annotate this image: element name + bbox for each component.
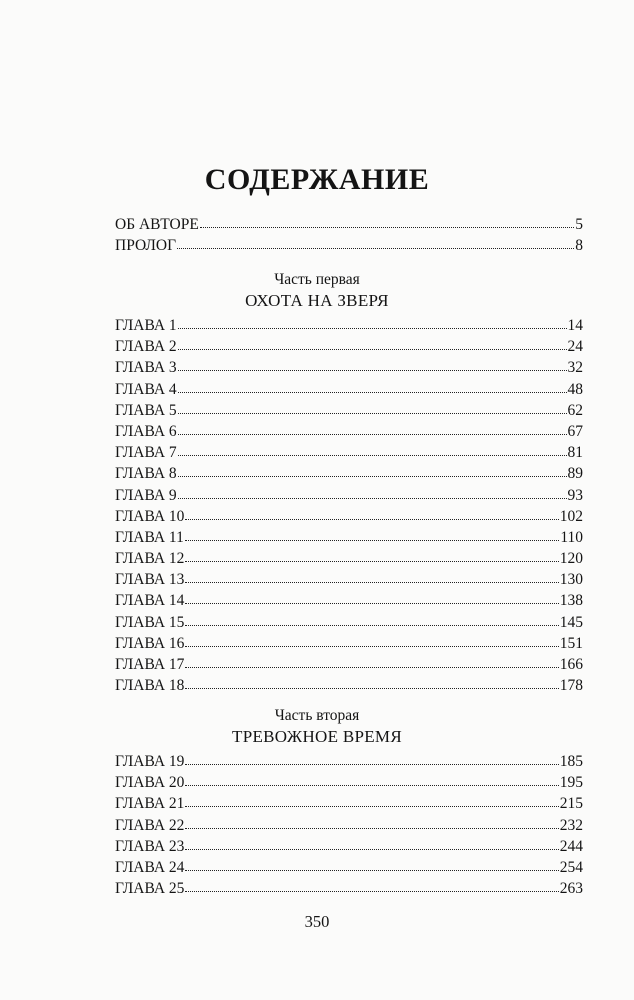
dot-leader — [178, 498, 567, 499]
toc-entry-label: ПРОЛОГ — [115, 237, 177, 255]
toc-entry-label: ОБ АВТОРЕ — [115, 216, 199, 233]
toc-entry-page: 8 — [575, 237, 583, 255]
toc-entry-page: 62 — [567, 401, 583, 419]
dot-leader — [185, 667, 558, 668]
dot-leader — [185, 806, 558, 807]
toc-entry-page: 244 — [559, 837, 583, 855]
dot-leader — [178, 328, 567, 329]
dot-leader — [185, 688, 558, 689]
dot-leader — [185, 603, 558, 604]
dot-leader — [178, 392, 567, 393]
toc-entry-label: ГЛАВА 8 — [115, 465, 177, 483]
dot-leader — [185, 540, 559, 541]
part-label: Часть вторая — [274, 707, 360, 724]
toc-entry-page: 151 — [559, 634, 583, 652]
toc-entry-page: 138 — [559, 592, 583, 610]
toc-entry — [115, 214, 583, 235]
part-title: ТРЕВОЖНОЕ ВРЕМЯ — [232, 727, 402, 746]
toc-entry — [115, 857, 583, 878]
toc-entry-label: ГЛАВА 5 — [115, 401, 177, 419]
toc-entry-page: 254 — [559, 858, 583, 876]
page-number: 350 — [304, 912, 330, 931]
toc-entry — [115, 772, 583, 793]
toc-entry — [115, 633, 583, 654]
toc-entry-page: 14 — [567, 317, 583, 334]
toc-entry — [115, 569, 583, 590]
toc-entry-page: 5 — [575, 216, 583, 233]
toc-entry-page: 232 — [559, 816, 583, 834]
toc-entry-page: 67 — [567, 422, 583, 440]
dot-leader — [178, 370, 567, 371]
dot-leader — [185, 582, 558, 583]
toc-entry-label: ГЛАВА 12 — [115, 550, 185, 568]
toc-entry-page: 166 — [559, 656, 583, 673]
toc-entry — [115, 336, 583, 357]
toc-entry — [115, 463, 583, 484]
toc-entry — [115, 612, 583, 633]
dot-leader — [185, 764, 558, 765]
toc-entry-label: ГЛАВА 13 — [115, 571, 185, 589]
dot-leader — [178, 455, 567, 456]
toc-entry-label: ГЛАВА 16 — [115, 634, 185, 652]
dot-leader — [185, 828, 558, 829]
toc-entry — [115, 548, 583, 569]
toc-entry-label: ГЛАВА 11 — [115, 528, 184, 546]
dot-leader — [178, 413, 567, 414]
toc-entry-label: ГЛАВА 3 — [115, 359, 177, 377]
toc-front-matter — [115, 214, 583, 256]
toc-entry-page: 185 — [559, 753, 583, 770]
toc-entry — [115, 815, 583, 836]
toc-entry-page: 89 — [567, 465, 583, 483]
dot-leader — [185, 625, 558, 626]
toc-entry — [115, 379, 583, 400]
toc-entry — [115, 527, 583, 548]
toc-entry-label: ГЛАВА 4 — [115, 380, 177, 398]
toc-entry-label: ГЛАВА 19 — [115, 753, 185, 770]
toc-entry-page: 24 — [567, 338, 583, 356]
toc-entry-page: 102 — [559, 507, 583, 525]
toc-entry-label: ГЛАВА 22 — [115, 816, 185, 834]
toc-entry-label: ГЛАВА 15 — [115, 613, 185, 631]
toc-entry-label: ГЛАВА 20 — [115, 774, 185, 792]
toc-entry-page: 263 — [559, 880, 583, 898]
toc-entry-page: 48 — [567, 380, 583, 398]
toc-entry-page: 178 — [559, 677, 583, 695]
part-heading — [0, 270, 634, 312]
toc-entry-page: 130 — [559, 571, 583, 589]
toc-entry-label: ГЛАВА 6 — [115, 422, 177, 440]
part-heading — [0, 706, 634, 748]
toc-entry — [115, 485, 583, 506]
page-title: СОДЕРЖАНИЕ — [204, 163, 430, 196]
toc-entry-label: ГЛАВА 1 — [115, 317, 177, 334]
toc-entry — [115, 357, 583, 378]
toc-entry-page: 110 — [560, 528, 583, 546]
toc-entry — [115, 421, 583, 442]
dot-leader — [185, 785, 558, 786]
dot-leader — [185, 849, 558, 850]
toc-entry-label: ГЛАВА 14 — [115, 592, 185, 610]
toc-entry — [115, 442, 583, 463]
toc-entry-page: 93 — [567, 486, 583, 504]
toc-entry-label: ГЛАВА 2 — [115, 338, 177, 356]
toc-entry-label: ГЛАВА 10 — [115, 507, 185, 525]
dot-leader — [178, 349, 567, 350]
toc-entry — [115, 400, 583, 421]
toc-entry-label: ГЛАВА 23 — [115, 837, 185, 855]
dot-leader — [178, 476, 567, 477]
toc-entry — [115, 654, 583, 675]
toc-entry — [115, 793, 583, 814]
dot-leader — [185, 646, 558, 647]
toc-entry-label: ГЛАВА 7 — [115, 444, 177, 462]
dot-leader — [200, 227, 574, 228]
toc-entry-label: ГЛАВА 25 — [115, 880, 185, 898]
toc-entry-page: 215 — [559, 795, 583, 813]
toc-entry — [115, 836, 583, 857]
toc-entry-label: ГЛАВА 24 — [115, 858, 185, 876]
part-label: Часть первая — [274, 271, 360, 288]
toc-entry — [115, 235, 583, 256]
toc-entry — [115, 751, 583, 772]
dot-leader — [178, 434, 567, 435]
toc-entry-label: ГЛАВА 18 — [115, 677, 185, 695]
dot-leader — [177, 248, 574, 249]
toc-part-one — [115, 315, 583, 696]
toc-entry-page: 81 — [567, 444, 583, 462]
toc-entry-page: 145 — [559, 613, 583, 631]
toc-entry-label: ГЛАВА 17 — [115, 656, 185, 673]
dot-leader — [185, 891, 558, 892]
dot-leader — [185, 870, 558, 871]
part-title: ОХОТА НА ЗВЕРЯ — [245, 291, 389, 310]
toc-entry — [115, 878, 583, 899]
toc-entry-label: ГЛАВА 21 — [115, 795, 185, 813]
toc-entry-page: 120 — [559, 550, 583, 568]
toc-entry-label: ГЛАВА 9 — [115, 486, 177, 504]
toc-entry-page: 195 — [559, 774, 583, 792]
dot-leader — [185, 519, 558, 520]
toc-entry-page: 32 — [567, 359, 583, 377]
toc-entry — [115, 590, 583, 611]
toc-entry — [115, 675, 583, 696]
toc-entry — [115, 315, 583, 336]
dot-leader — [185, 561, 558, 562]
toc-part-two — [115, 751, 583, 899]
toc-entry — [115, 506, 583, 527]
